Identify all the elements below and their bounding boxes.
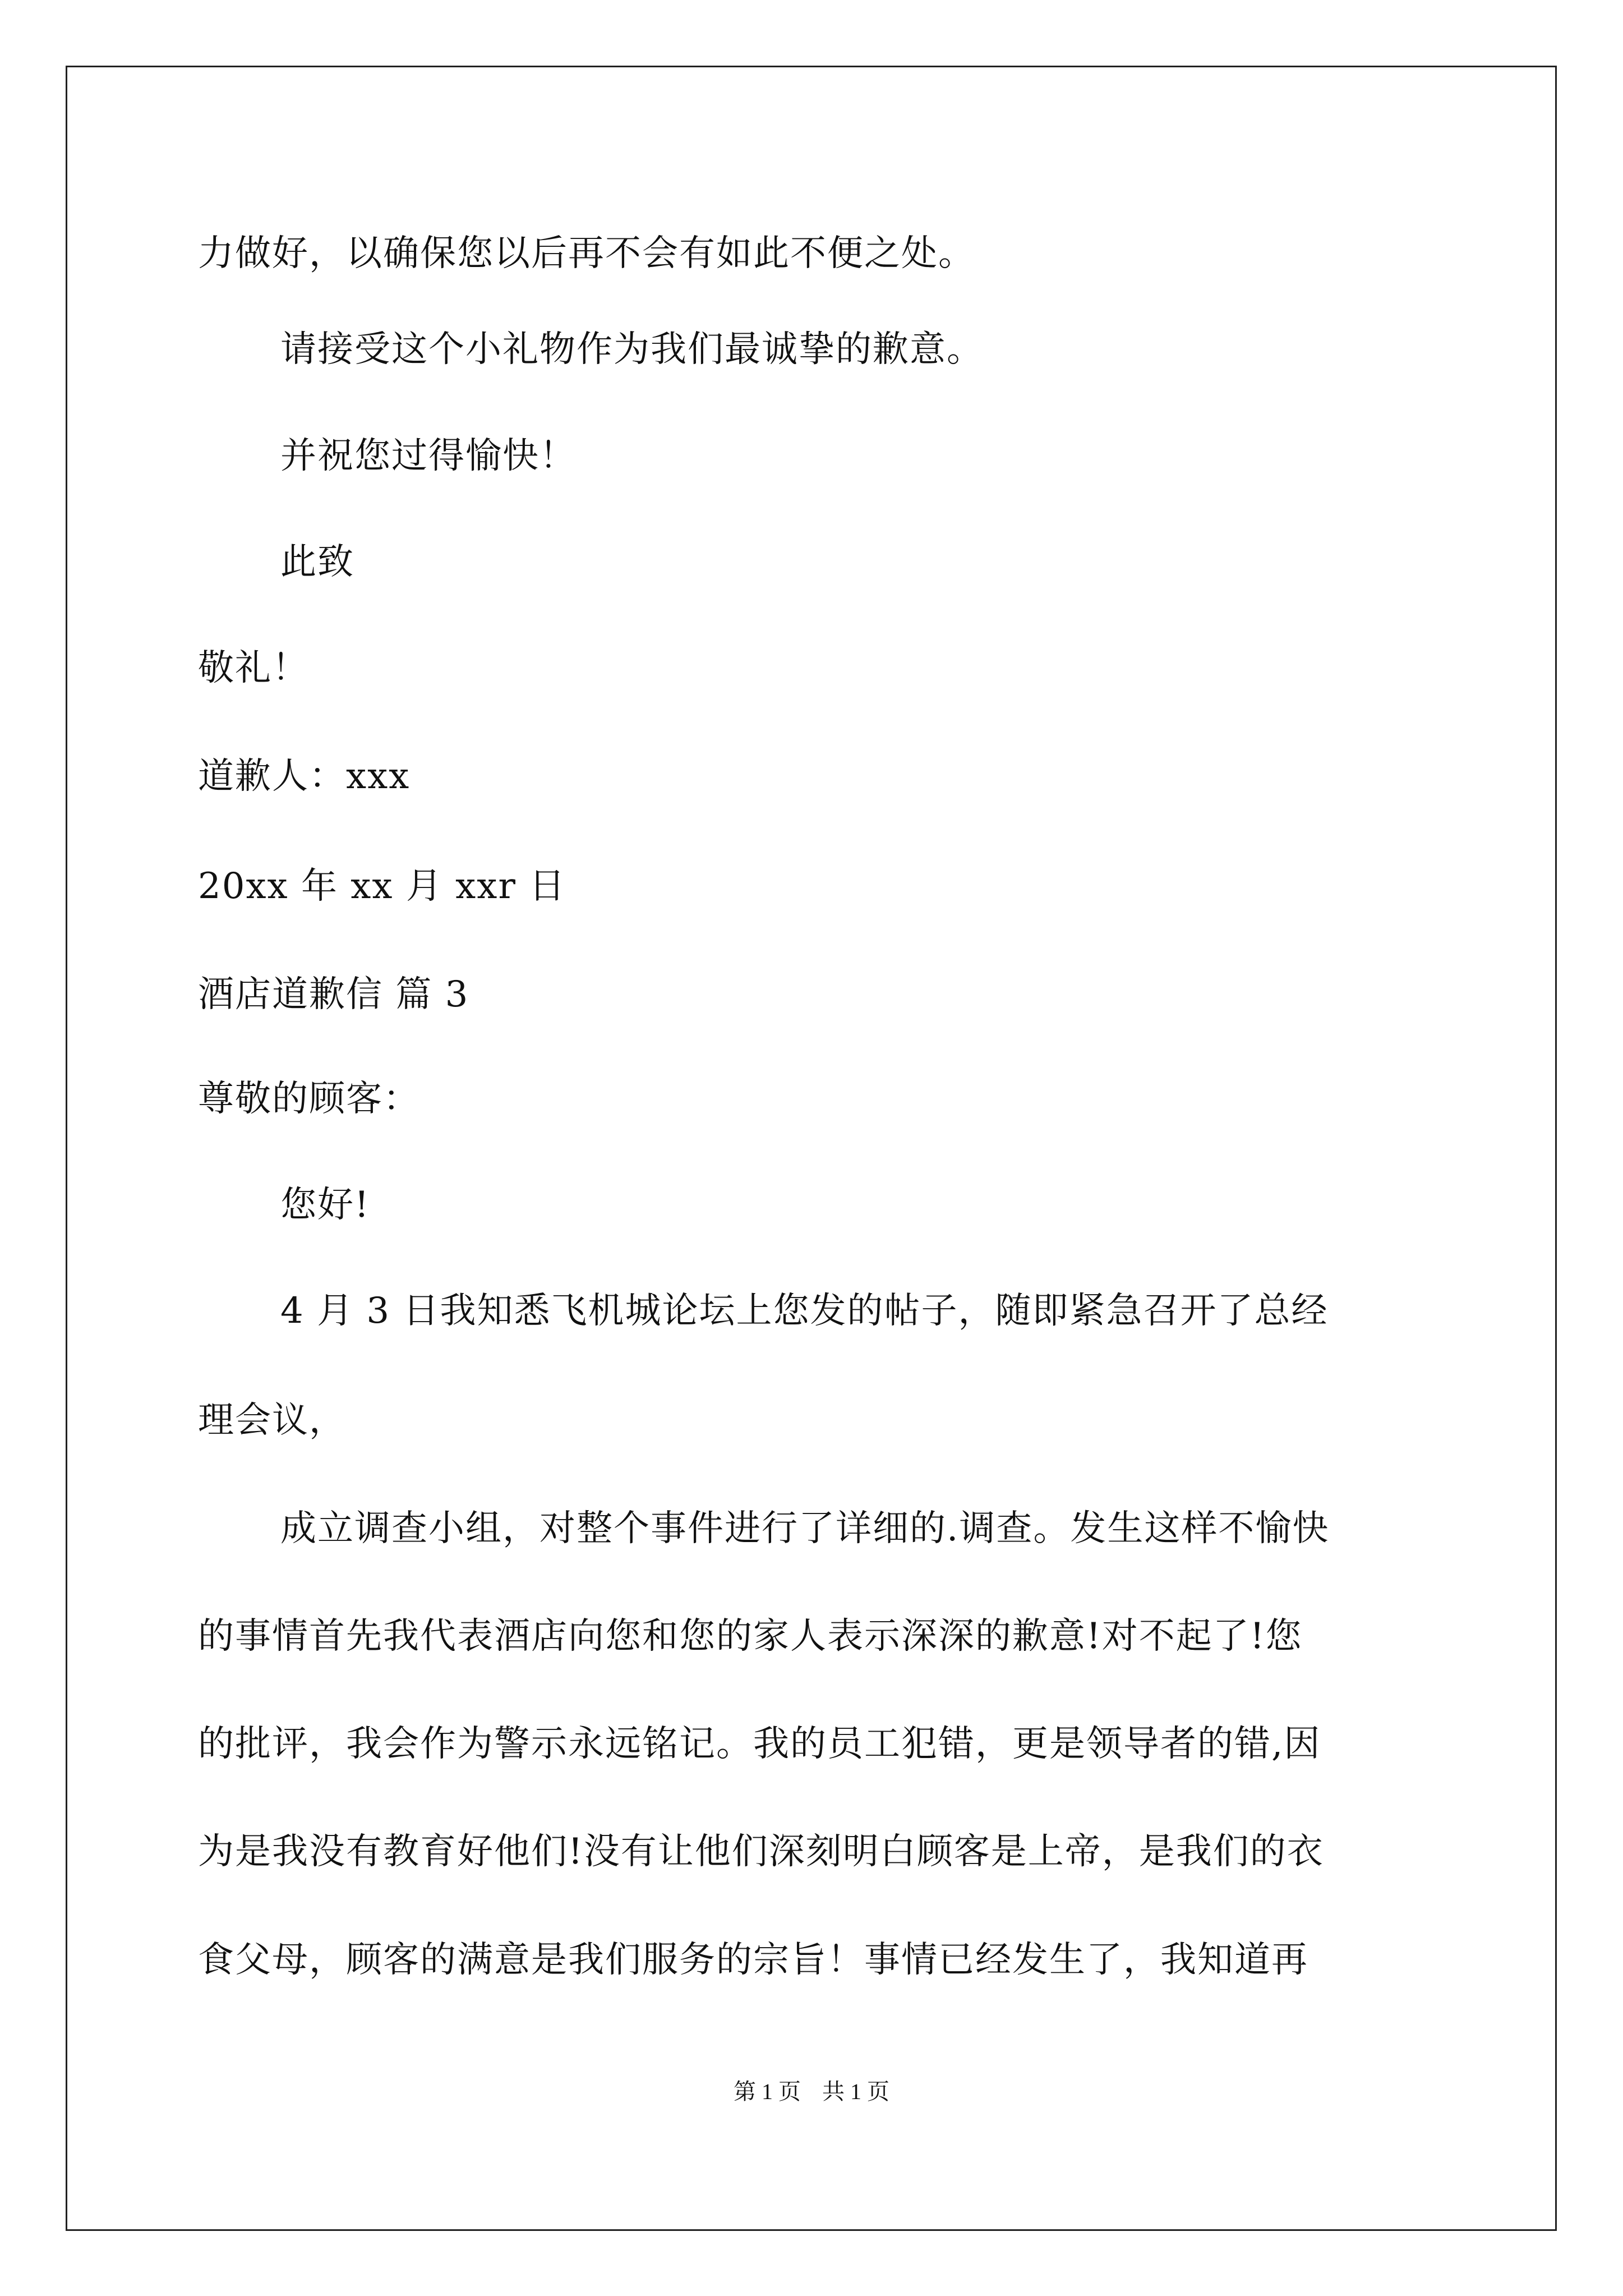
text-line: 力做好，以确保您以后再不会有如此不便之处。 bbox=[198, 233, 975, 274]
text-line: 敬礼！ bbox=[198, 647, 309, 689]
greeting: 您好! bbox=[280, 1184, 370, 1226]
text-line: 此致 bbox=[280, 541, 354, 583]
page-number: 第 1 页 bbox=[734, 2079, 801, 2104]
text-line: 20xx 年 xx 月 xxr 日 bbox=[198, 866, 566, 907]
text-line: 的批评，我会作为警示永远铭记。我的员工犯错，更是领导者的错,因 bbox=[198, 1723, 1321, 1765]
page-border bbox=[66, 66, 1557, 2231]
section-heading: 酒店道歉信 篇 3 bbox=[198, 974, 469, 1015]
salutation: 尊敬的顾客： bbox=[198, 1078, 420, 1120]
text-line: 道歉人：xxx bbox=[198, 756, 411, 797]
text-line: 并祝您过得愉快！ bbox=[280, 435, 577, 477]
page-footer bbox=[0, 2078, 1623, 2106]
text-line: 食父母，顾客的满意是我们服务的宗旨！事情已经发生了，我知道再 bbox=[198, 1939, 1308, 1981]
text-line: 为是我没有教育好他们!没有让他们深刻明白顾客是上帝，是我们的衣 bbox=[198, 1831, 1324, 1872]
text-line: 4 月 3 日我知悉飞机城论坛上您发的帖子，随即紧急召开了总经 bbox=[280, 1290, 1329, 1332]
text-line: 理会议， bbox=[198, 1400, 346, 1441]
text-line: 的事情首先我代表酒店向您和您的家人表示深深的歉意!对不起了!您 bbox=[198, 1616, 1303, 1657]
text-line: 请接受这个小礼物作为我们最诚挚的歉意。 bbox=[280, 329, 984, 370]
text-line: 成立调查小组，对整个事件进行了详细的.调查。发生这样不愉快 bbox=[280, 1508, 1330, 1549]
page-total: 共 1 页 bbox=[822, 2079, 889, 2104]
